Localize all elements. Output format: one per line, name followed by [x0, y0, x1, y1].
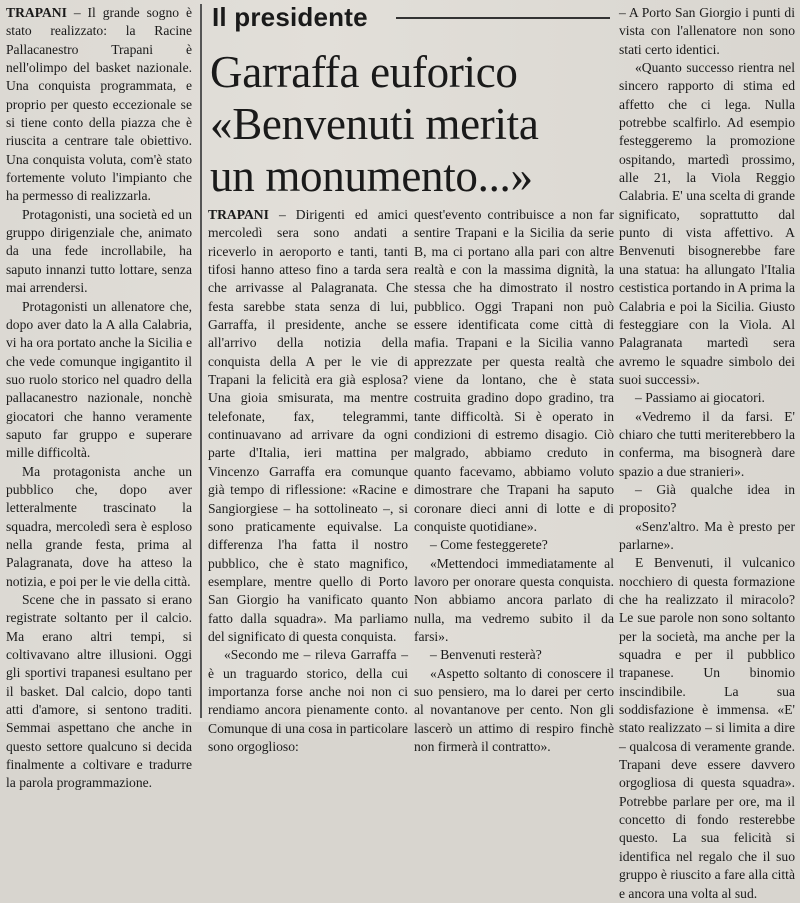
- article-paragraph: «Senz'altro. Ma è presto per parlarne».: [619, 518, 795, 552]
- article-paragraph: – A Porto San Giorgio i punti di vista con l'allenatore non sono stati certo identici.: [619, 5, 795, 57]
- article-paragraph: TRAPANI – Dirigenti ed amici mercoledì sera sono andati a riceverlo in aeroporto e tanti, tanti tifosi hanno atteso fino a tarda sera che arrivasse al Palagranata. Che festa sarebbe stata senza di lui, Garraffa, il presidente, anche se all'arrivo della notizia della conquista della A per le vie di Trapani la felicità era già esplosa? Una gioia smisurata, ma mentre telefonate, fax, telegrammi, continuavano ad arrivare da ogni parte d'Italia, ieri mattina per Vincenzo Garraffa era comunque già tempo di riflessione: «Racine e Sangiorgiese – ha sottolineato –, si sono praticamente equivalse. La differenza l'ha fatta il nostro pubblico, che è stato magnifico, esemplare, mentre quello di Porto San Giorgio ha vanificato quanto fatto dalla squadra». Ma parliamo del significato di questa conquista.: [208, 207, 408, 644]
- article-paragraph: «Vedremo il da farsi. E' chiaro che tutti meriterebbero la conferma, ma bisognerà dare spazio a due stranieri».: [619, 408, 795, 479]
- main-article-column-3: [619, 4, 795, 903]
- article-paragraph: E Benvenuti, il vulcanico nocchiero di questa formazione che ha realizzato il miracolo? Le sue parole non sono soltanto per la società, ma anche per la squadra e per il pubblico trapanese. Un binomio inscindibile. La sua soddisfazione è immensa. «E' stato realizzato – si limita a dire – qualcosa di veramente grande. Trapani deve essere davvero orgogliosa di questa squadra». Potrebbe parlare per ore, ma il concetto di fondo resterebbe questo. La sua felicità si identifica nel regalo che il suo gruppo è riuscito a fare alla città e ancora una volta al sud.: [619, 555, 795, 901]
- side-article-paragraph: Scene che in passato si erano registrate soltanto per il calcio. Ma erano altri tempi, si coltivavano altre illusioni. Oggi gli sportivi trapanesi esultano per il basket. Dal calcio, dopo tanti atti d'amore, si sentono traditi. Semmai aspettano che anche in questo settore qualcuno si decida finalmente a coltivare e tradurre la parola programmazione.: [6, 592, 192, 791]
- dateline: TRAPANI: [208, 207, 269, 222]
- kicker: Il presidente: [212, 2, 368, 32]
- article-paragraph: «Mettendoci immediatamente al lavoro per onorare questa conquista. Non abbiamo ancora parlato di nulla, ma vedremo subito il da farsi».: [414, 555, 614, 644]
- side-article-paragraph: TRAPANI – Il grande sogno è stato realizzato: la Racine Pallacanestro Trapani è nell'olimpo del basket nazionale. Una conquista programmata, e proprio per questo eccezionale se si tiene conto della piazza che è riuscita a centrare tale obiettivo. Una conquista voluta, com'è stato fortemente voluto l'impianto che ha permesso di realizzarla.: [6, 5, 192, 204]
- headline-line: «Benvenuti merita: [210, 99, 539, 149]
- main-article-column-1: [208, 206, 408, 756]
- article-paragraph: «Aspetto soltanto di conoscere il suo pensiero, ma lo darei per certo al novantanove per cento. Non gli lascerò un attimo di respiro finchè non firmerà il contratto».: [414, 665, 614, 754]
- article-paragraph: «Quanto successo rientra nel sincero rapporto di stima ed affetto che ci lega. Nulla potrebbe scalfirlo. Ad esempio festeggeremo la promozione ospitando, martedì prossimo, alle 21, la Viola Reggio Calabria. E' una scelta di grande significato, soprattutto dal punto di vista affettivo. A Benvenuti bisognerebbe fare una statua: ha allungato l'Italia cestistica portando in A prima la Calabria e poi la Sicilia. Giusto festeggiare con la Viola. Al Palagranata martedì sera avremo le squadre simbolo dei suoi successi».: [619, 60, 795, 387]
- article-paragraph: quest'evento contribuisce a non far sentire Trapani e la Sicilia da serie B, ma ci portano alla pari con altre realtà e con la massima dignità, la stessa che ha dimostrato il nostro pubblico. Oggi Trapani non può essere identificata come città di mafia. Trapani e la Sicilia vanno apprezzate per questa realtà che viene da lontano, che è stata costruita gradino dopo gradino, tra tante difficoltà. Si è operato in condizioni di estremo disagio. Ciò malgrado, abbiamo creduto in quanto facevamo, abbiamo voluto dimostrare che Trapani ha saputo coronare dieci anni di lotte e di conquiste quotidiane».: [414, 207, 614, 534]
- headline-line: Garraffa euforico: [210, 47, 518, 97]
- kicker-rule: [396, 17, 610, 19]
- side-article-paragraph: Ma protagonista anche un pubblico che, dopo aver letteralmente trascinato la squadra, mercoledì sera è esploso nella grande festa, prima al Palagranata, dove ha atteso la notizia, e poi per le vie della città.: [6, 463, 192, 589]
- column-divider: [200, 4, 202, 718]
- article-paragraph: «Secondo me – rileva Garraffa – è un traguardo storico, della cui importanza forse anche noi non ci rendiamo ancora pienamente conto. Comunque di una cosa in particolare sono orgoglioso:: [208, 647, 408, 754]
- main-article-column-2: [414, 206, 614, 756]
- headline: [210, 46, 615, 202]
- headline-line: un monumento...»: [210, 151, 533, 201]
- article-paragraph: – Già qualche idea in proposito?: [619, 481, 795, 516]
- side-article-paragraph: Protagonisti, una società ed un gruppo dirigenziale che, animato da una fede incrollabile, ha saputo innanzi tutto lottare, senza mai arrendersi.: [6, 206, 192, 296]
- side-article: [6, 4, 192, 793]
- side-article-paragraph: Protagonisti un allenatore che, dopo aver dato la A alla Calabria, vi ha ora portato anche la Sicilia e che vede comunque ingigantito il suo ruolo storico nel quadro della pallacanestro nazionale, nonchè giocatori che hanno veramente saputo far gruppo e superare mille difficoltà.: [6, 298, 192, 461]
- article-paragraph: – Passiamo ai giocatori.: [635, 390, 765, 406]
- dateline: TRAPANI: [6, 5, 67, 20]
- article-paragraph: – Come festeggerete?: [430, 537, 548, 553]
- article-paragraph: – Benvenuti resterà?: [430, 647, 542, 663]
